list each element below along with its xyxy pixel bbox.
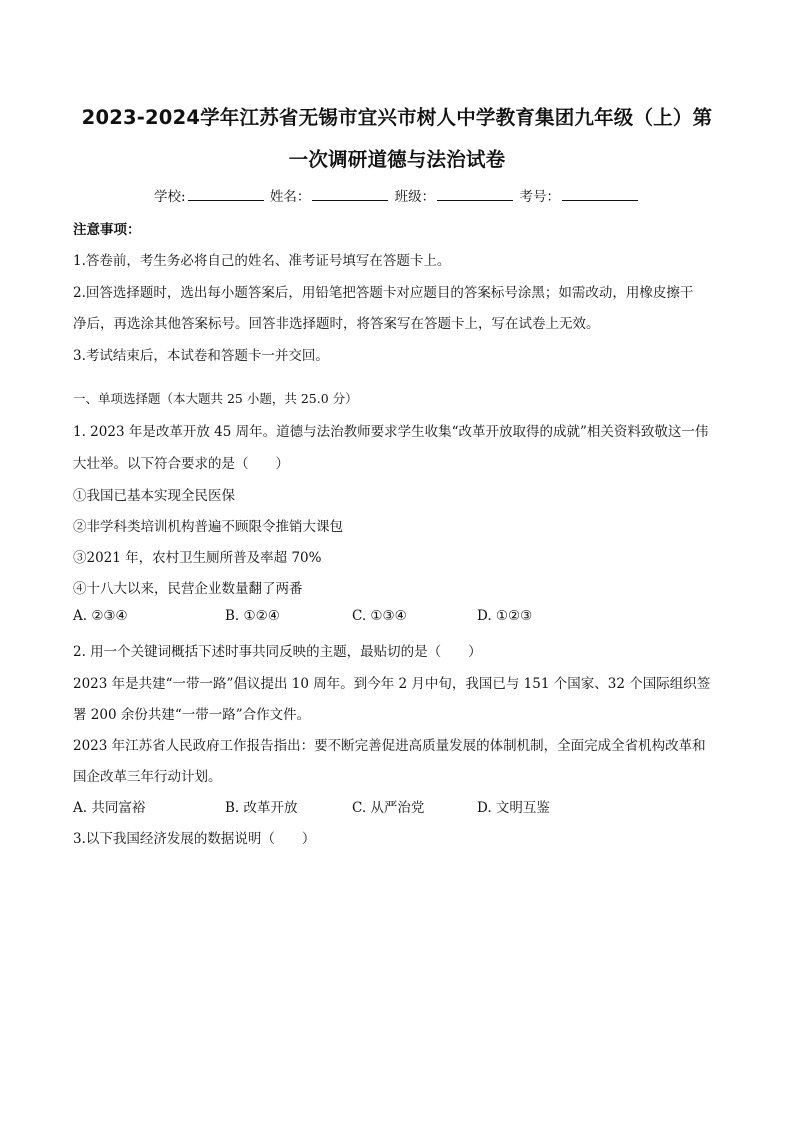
q1-option-a: A. ②③④ bbox=[73, 608, 128, 624]
q2-material-line: 署 200 余份共建“一带一路”合作文件。 bbox=[73, 707, 311, 723]
class-blank bbox=[437, 188, 513, 201]
q2-option-c: C. 从严治党 bbox=[352, 800, 425, 816]
q1-statement: ①我国已基本实现全民医保 bbox=[73, 488, 235, 504]
q2-material-line: 2023 年是共建“一带一路”倡议提出 10 周年。到今年 2 月中旬，我国已与 151 个国家、32 个国际组织签 bbox=[73, 676, 711, 692]
exam-title-line1: 2023-2024学年江苏省无锡市宜兴市树人中学教育集团九年级（上）第 bbox=[81, 106, 713, 129]
q2-option-d: D. 文明互鉴 bbox=[477, 800, 550, 816]
q2-option-b: B. 改革开放 bbox=[225, 800, 298, 816]
section-heading: 一、单项选择题（本大题共 25 小题，共 25.0 分） bbox=[73, 391, 358, 406]
q2-stem: 2. 用一个关键词概括下述时事共同反映的主题，最贴切的是（ ） bbox=[73, 644, 482, 660]
student-info-row bbox=[0, 185, 794, 205]
notice-item: 2.回答选择题时，选出每小题答案后，用铅笔把答题卡对应题目的答案标号涂黑；如需改动，用橡皮擦干 bbox=[73, 285, 694, 301]
class-label: 班级： bbox=[394, 189, 436, 205]
q3-stem: 3.以下我国经济发展的数据说明（ ） bbox=[73, 831, 316, 847]
q2-option-a: A. 共同富裕 bbox=[73, 800, 146, 816]
name-label: 姓名： bbox=[269, 189, 311, 205]
notice-heading: 注意事项： bbox=[73, 222, 141, 238]
school-blank bbox=[188, 188, 264, 201]
q1-option-b: B. ①②④ bbox=[225, 608, 280, 624]
name-blank bbox=[312, 188, 388, 201]
school-label: 学校: bbox=[154, 189, 186, 205]
notice-item: 3.考试结束后，本试卷和答题卡一并交回。 bbox=[73, 348, 329, 364]
q1-statement: ②非学科类培训机构普遍不顾限令推销大课包 bbox=[73, 519, 343, 535]
exam-title-line2: 一次调研道德与法治试卷 bbox=[288, 148, 506, 171]
q1-statement: ④十八大以来，民营企业数量翻了两番 bbox=[73, 581, 303, 597]
q1-option-c: C. ①③④ bbox=[352, 608, 407, 624]
q1-statement: ③2021 年，农村卫生厕所普及率超 70% bbox=[73, 550, 322, 566]
exam-number-blank bbox=[562, 188, 638, 201]
q2-material-line: 2023 年江苏省人民政府工作报告指出：要不断完善促进高质量发展的体制机制，全面完成全省机构改革和 bbox=[73, 738, 706, 754]
q1-option-d: D. ①②③ bbox=[477, 608, 533, 624]
exam-number-label: 考号： bbox=[519, 189, 560, 205]
notice-item: 1.答卷前，考生务必将自己的姓名、准考证号填写在答题卡上。 bbox=[73, 253, 451, 269]
q2-material-line: 国企改革三年行动计划。 bbox=[73, 769, 222, 785]
q1-stem-line1: 1. 2023 年是改革开放 45 周年。道德与法治教师要求学生收集“改革开放取得的成就”相关资料致敬这一伟 bbox=[73, 424, 709, 440]
notice-item: 净后，再选涂其他答案标号。回答非选择题时，将答案写在答题卡上，写在试卷上无效。 bbox=[73, 316, 600, 332]
q1-stem-line2: 大壮举。以下符合要求的是（ ） bbox=[73, 456, 289, 472]
